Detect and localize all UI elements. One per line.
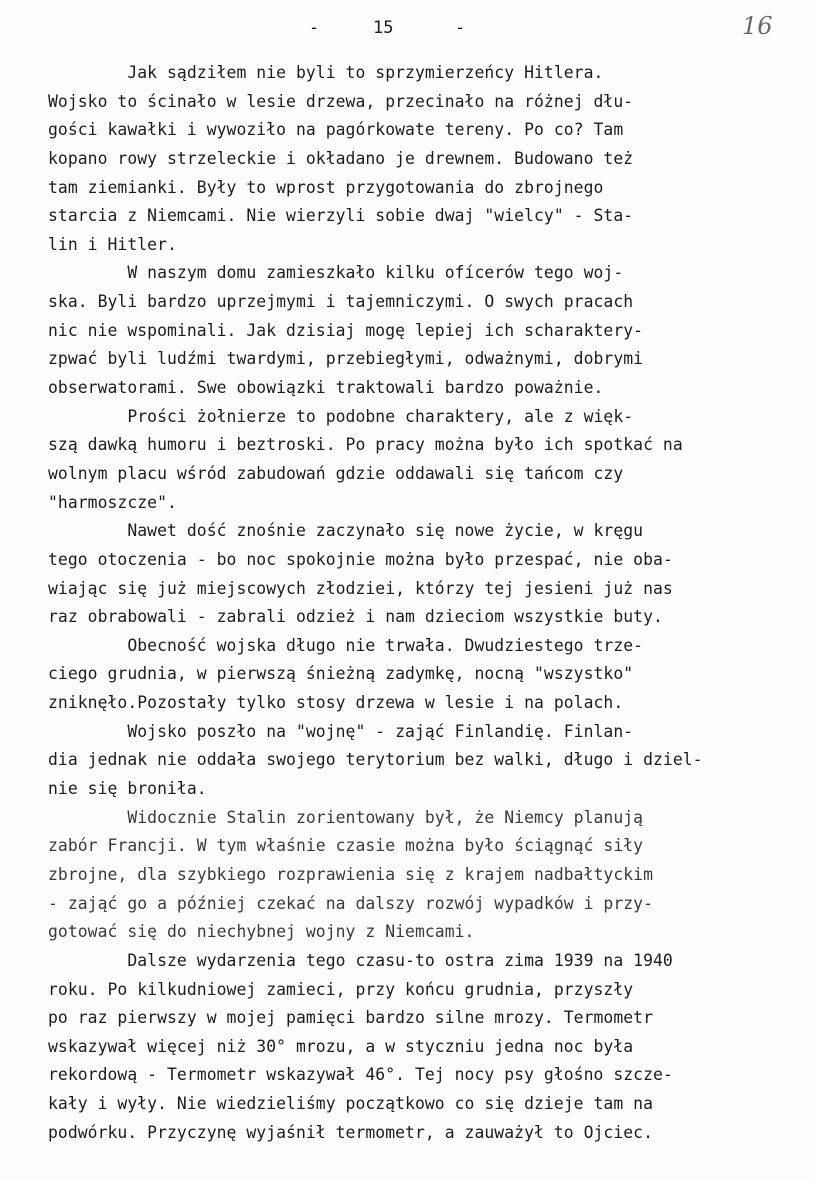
text-line: Wojsko poszło na "wojnę" - zająć Finlandię. Finlan- bbox=[48, 721, 634, 741]
text-line: wiając się już miejscowych złodziei, którzy tej jesieni już nas bbox=[48, 578, 673, 598]
text-line: - zająć go a później czekać na dalszy rozwój wypadków i przy- bbox=[48, 893, 653, 913]
text-line: Widocznie Stalin zorientowany był, że Niemcy planują bbox=[48, 807, 644, 827]
text-line: po raz pierwszy w mojej pamięci bardzo silne mrozy. Termometr bbox=[48, 1008, 653, 1028]
document-body bbox=[48, 59, 798, 1147]
text-line: zabór Francji. W tym właśnie czasie można było ściągnąć siły bbox=[48, 836, 644, 856]
text-line: raz obrabowali - zabrali odzież i nam dzieciom wszystkie buty. bbox=[48, 607, 663, 627]
text-line: "harmoszcze". bbox=[48, 492, 177, 512]
text-line: gości kawałki i wywoziło na pagórkowate tereny. Po co? Tam bbox=[48, 120, 624, 140]
text-line: starcia z Niemcami. Nie wierzyli sobie dwaj "wielcy" - Sta- bbox=[48, 206, 634, 226]
text-line: W naszym domu zamieszkało kilku ofícerów tego woj- bbox=[48, 263, 624, 283]
text-line: obserwatorami. Swe obowiązki traktowali bardzo poważnie. bbox=[48, 378, 604, 398]
text-line: rekordową - Termometr wskazywał 46°. Tej nocy psy głośno szcze- bbox=[48, 1065, 673, 1085]
text-line: zniknęło.Pozostały tylko stosy drzewa w lesie i na polach. bbox=[48, 693, 624, 713]
text-line: gotować się do niechybnej wojny z Niemcami. bbox=[48, 922, 475, 942]
text-line: Nawet dość znośnie zaczynało się nowe życie, w kręgu bbox=[48, 521, 644, 541]
text-line: Obecność wojska długo nie trwała. Dwudziestego trze- bbox=[48, 635, 644, 655]
text-line: ska. Byli bardzo uprzejmymi i tajemniczymi. O swych pracach bbox=[48, 292, 634, 312]
text-line: zbrojne, dla szybkiego rozprawienia się z krajem nadbałtyckim bbox=[48, 864, 653, 884]
text-line: kały i wyły. Nie wiedzieliśmy początkowo co się dzieje tam na bbox=[48, 1094, 653, 1114]
text-line: szą dawką humoru i beztroski. Po pracy można było ich spotkać na bbox=[48, 435, 683, 455]
text-line: tam ziemianki. Były to wprost przygotowania do zbrojnego bbox=[48, 177, 604, 197]
text-line: Jak sądziłem nie byli to sprzymierzeńcy Hitlera. bbox=[48, 63, 604, 82]
text-line: podwórku. Przyczynę wyjaśnił termometr, a zauważył to Ojciec. bbox=[48, 1122, 653, 1142]
text-line: tego otoczenia - bo noc spokojnie można było przespać, nie oba- bbox=[48, 549, 673, 569]
text-line: nie się broniła. bbox=[48, 779, 207, 799]
text-line: lin i Hitler. bbox=[48, 234, 177, 254]
text-line: roku. Po kilkudniowej zamieci, przy końcu grudnia, przyszły bbox=[48, 979, 634, 999]
text-line: nic nie wspominali. Jak dzisiaj mogę lepiej ich scharaktery- bbox=[48, 320, 644, 340]
text-line: Wojsko to ścinało w lesie drzewa, przecinało na różnej dłu- bbox=[48, 91, 634, 111]
page-header bbox=[0, 12, 814, 46]
text-line: wolnym placu wśród zabudowań gdzie oddawali się tańcom czy bbox=[48, 463, 624, 483]
text-line: Prości żołnierze to podobne charaktery, ale z więk- bbox=[48, 406, 634, 426]
text-line: wskazywał więcej niż 30° mrozu, a w styczniu jedna noc była bbox=[48, 1036, 634, 1056]
text-line: zpwać byli ludźmi twardymi, przebiegłymi, odważnymi, dobrymi bbox=[48, 349, 644, 369]
text-line: dia jednak nie oddała swojego terytorium bez walki, długo i dziel- bbox=[48, 750, 703, 770]
text-line: Dalsze wydarzenia tego czasu-to ostra zima 1939 na 1940 bbox=[48, 950, 673, 970]
text-line: ciego grudnia, w pierwszą śnieżną zadymkę, nocną "wszystko" bbox=[48, 664, 634, 684]
header-dash-left: - bbox=[309, 18, 320, 38]
header-dash-right: - bbox=[455, 18, 466, 38]
page-number: 15 bbox=[373, 18, 394, 38]
text-line: kopano rowy strzeleckie i okładano je drewnem. Budowano też bbox=[48, 148, 634, 168]
archive-page-number: 16 bbox=[742, 12, 773, 40]
